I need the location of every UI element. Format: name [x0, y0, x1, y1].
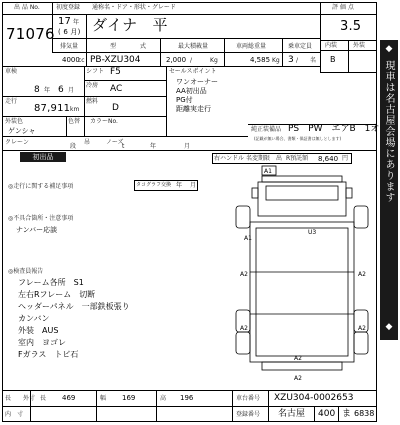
damage-code: A2: [358, 325, 366, 332]
reg-month: ( 6 月): [58, 28, 81, 36]
sales-points-label: セールスポイント: [169, 68, 217, 75]
damage-code: A1: [264, 168, 272, 175]
reg-number: 6838: [354, 409, 375, 418]
displacement-unit: cc: [78, 57, 85, 64]
location-banner: ◆ 現車は名古屋会場にあります ◆: [380, 40, 398, 340]
mileage-label: 走行: [5, 98, 18, 105]
crane-month: 月: [184, 143, 191, 150]
first-reg-label: 初度登録: [56, 4, 81, 11]
gross-unit: Kg: [272, 57, 280, 64]
displacement: 4000: [62, 56, 80, 64]
damage-code: A2: [294, 375, 302, 382]
ext-color-label: 外装色: [5, 118, 24, 125]
sales-point-3: PG付: [176, 96, 193, 104]
inspection-month-unit: 月: [68, 87, 75, 94]
title-deadline-value: 出: [276, 155, 283, 162]
defect-text: ナンバー応談: [16, 226, 58, 234]
max-load: 2,000: [166, 56, 187, 64]
mileage-value: 87,911: [34, 103, 71, 114]
gross-label: 車両総重量: [236, 43, 267, 50]
equipment-label: 純正装備品: [251, 126, 282, 133]
crane-stage: 段: [70, 143, 77, 150]
overall-score: 3.5: [340, 19, 362, 34]
inspector-line: Fガラス トビ石: [18, 350, 79, 359]
reg-kana: ま: [342, 409, 352, 419]
name-label: 通称名・ドア・形状・グレード: [92, 4, 176, 11]
gross-weight: 4,585: [250, 56, 271, 64]
inspector-line: 室内 ヨゴレ: [18, 338, 66, 347]
equipment-value: PS PW エアB 1オ: [288, 124, 380, 134]
model-code: PB-XZU304: [90, 55, 141, 65]
damage-code: A1: [244, 235, 252, 242]
vin-label: 車台番号: [236, 395, 261, 402]
truck-diagram: [222, 164, 376, 388]
damage-code: A2: [240, 325, 248, 332]
recycle-unit: 円: [342, 155, 349, 162]
reg-label: 登録番号: [236, 411, 261, 418]
crane-hook: 吊: [84, 139, 91, 146]
vin-value: XZU304-0002653: [274, 393, 354, 403]
fuel-value: D: [112, 103, 119, 113]
inspection-year-unit: 年: [44, 87, 51, 94]
inspector-line: 外装 AUS: [18, 326, 59, 335]
max-load-label: 最大積載量: [178, 43, 209, 50]
right-handle-label: 右ハンドル: [214, 155, 245, 162]
interior-label: 内装: [325, 42, 338, 49]
lot-label: 出 品 No.: [14, 4, 40, 11]
inspection-month: 6: [58, 85, 64, 95]
capacity-unit: / 名: [296, 57, 317, 64]
damage-code: A2: [240, 271, 248, 278]
tacho-label: タコグラフ交換: [136, 182, 172, 188]
ac-value: AC: [110, 84, 123, 94]
score-label: 評 価 点: [332, 4, 354, 11]
shift-label: シフト: [86, 68, 105, 75]
tacho-year: 年: [176, 182, 183, 189]
inspection-label: 車検: [5, 68, 18, 75]
location-banner-text: 現車は名古屋会場にあります: [383, 60, 394, 203]
fuel-label: 燃料: [86, 98, 99, 105]
sales-point-1: ワンオーナー: [176, 78, 218, 86]
reg-class: 400: [318, 409, 336, 419]
crane-nose: ノーズ: [106, 139, 124, 146]
inspector-line: ヘッダーパネル 一部鉄板張り: [18, 302, 130, 311]
length-value: 469: [62, 394, 76, 402]
capacity-label: 乗車定員: [288, 43, 313, 50]
ext-color-value: ゲンシャ: [8, 127, 36, 135]
color-change-label: 色替: [68, 118, 81, 125]
height-value: 196: [180, 394, 194, 402]
crane-hook-unit: t: [122, 143, 125, 150]
damage-code: A2: [358, 271, 366, 278]
mileage-unit: km: [70, 106, 80, 113]
defect-label: ◎不具合箇所・注意事項: [8, 215, 74, 222]
damage-code: A2: [294, 355, 302, 362]
model-label: 型 式: [110, 43, 147, 50]
lot-number: 71076: [6, 25, 55, 43]
shift-value: F5: [110, 67, 121, 77]
inspector-line: フレーム各所 S1: [18, 278, 84, 287]
interior-score: B: [330, 55, 336, 64]
inspector-report-label: ◎検査員報告: [8, 268, 44, 275]
car-name: ダイナ 平: [92, 16, 168, 34]
sales-point-4: 距離実走行: [176, 105, 211, 113]
length-label: 長: [40, 395, 47, 402]
capacity: 3: [288, 55, 294, 65]
recycle-value: 8,640: [318, 155, 339, 163]
exterior-label: 外装: [353, 42, 366, 49]
max-load-unit: / Kg: [190, 57, 218, 64]
width-label: 幅: [100, 395, 107, 402]
reg-year-unit: 年: [73, 19, 80, 26]
damage-code: U3: [308, 229, 317, 236]
inspection-year: 8: [34, 85, 40, 95]
color-no-label: カラーNo.: [90, 118, 118, 125]
tacho-month: 月: [190, 182, 197, 189]
equipment-note: (記載が無い場合、書類・保証書は無しとします): [254, 136, 342, 141]
reg-year: 17: [58, 16, 72, 27]
ac-label: 冷房: [86, 82, 99, 89]
reg-area: 名古屋: [278, 409, 306, 419]
sales-point-2: AA初出品: [176, 87, 207, 95]
outer-dims-label: 長 外寸: [5, 395, 36, 402]
title-deadline-label: 名変期限: [246, 155, 271, 162]
odometer-remarks-label: ◎走行に関する補足事項: [8, 183, 74, 190]
recycle-label: R預託額: [286, 155, 309, 162]
inspector-line: 左右Rフレーム 切断: [18, 290, 96, 299]
inspector-line: カンバン: [18, 314, 50, 323]
height-label: 高: [160, 395, 167, 402]
width-value: 169: [122, 394, 136, 402]
displacement-label: 排気量: [60, 43, 79, 50]
first-listing-badge: 初出品: [20, 152, 66, 162]
crane-label: クレーン: [5, 139, 29, 146]
inner-dims-label: 内 寸: [5, 411, 24, 418]
crane-year: 年: [150, 143, 157, 150]
